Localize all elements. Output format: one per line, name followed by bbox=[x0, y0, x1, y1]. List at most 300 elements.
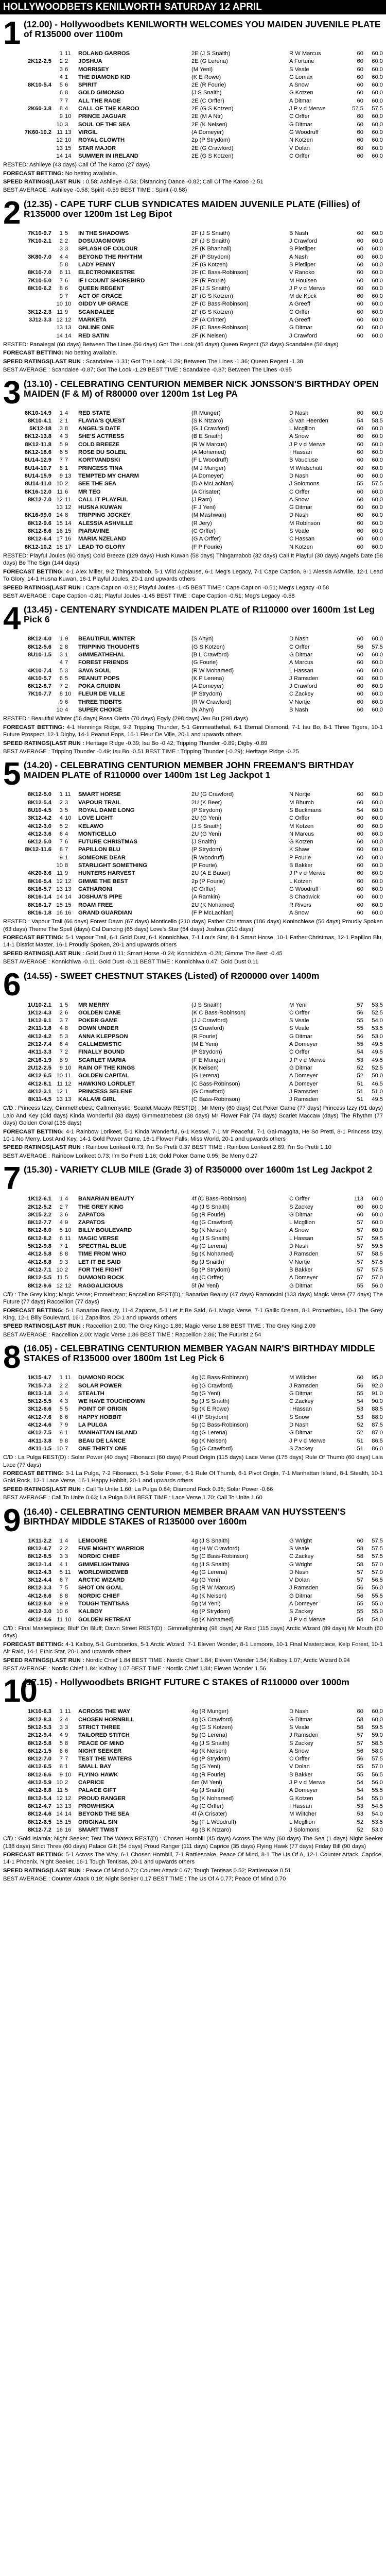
runner-horse: MARIA NZELAND bbox=[78, 536, 126, 543]
runner-horse: STAR MAJOR bbox=[78, 145, 116, 151]
runner-number: 12 bbox=[56, 878, 63, 885]
runner-rating: 60.0 bbox=[372, 894, 383, 901]
race-title: (12.35) - CAPE TURF CLUB SYNDICATES MAIDEN JUVENILE PLATE (Fillies) of R135000 over 1200m 1st Leg Bipot bbox=[24, 198, 360, 219]
runner-draw: 4 bbox=[65, 106, 68, 112]
runner-horse: JOSHUA'S PIPE bbox=[78, 894, 122, 901]
runner-horse: TEST THE WATERS bbox=[78, 1756, 132, 1762]
best-average: BEST AVERAGE : Konnichiwa -0.11; Gold Dust -0.11 BEST TIME : Konnichiwa 0.47; Gold Dust 0.11 bbox=[3, 959, 259, 965]
runner-weight: 60 bbox=[357, 441, 363, 448]
runner-trainer: C Orffer bbox=[289, 1049, 310, 1056]
runner-number: 16 bbox=[56, 528, 63, 535]
runner-horse: RAIN OF THE KINGS bbox=[78, 1064, 135, 1071]
runner-number: 2 bbox=[59, 1716, 63, 1723]
runner-trainer: J P v d Merwe bbox=[289, 1780, 326, 1786]
runner-form: 1K12-4.3 bbox=[27, 1009, 51, 1016]
runner-horse: ROSE DU SOLEIL bbox=[78, 449, 127, 456]
runner-draw: 10 bbox=[65, 1064, 72, 1071]
runner-number: 10 bbox=[56, 481, 63, 487]
runner-form: 8K16-1.4 bbox=[27, 894, 51, 901]
runner-draw: 10 bbox=[65, 301, 72, 308]
runner-jockey: 2E (G Crawford) bbox=[191, 145, 234, 151]
runner-trainer: K Shaw bbox=[289, 846, 309, 853]
runner-form: 1U10-2.1 bbox=[27, 1002, 51, 1008]
runner-draw: 1 bbox=[65, 465, 68, 471]
runner-draw: 9 bbox=[65, 1422, 68, 1429]
runner-row bbox=[3, 659, 383, 667]
runner-draw: 10 bbox=[65, 1771, 72, 1778]
runner-jockey: 5g (G Crawford) bbox=[191, 1445, 233, 1452]
runner-trainer: D Nash bbox=[289, 1243, 309, 1250]
runner-row bbox=[3, 838, 383, 846]
race-title: (16.40) - CELEBRATING CENTURION MEMBER BRAAM VAN HUYSSTEEN'S BIRTHDAY MIDDLE STAKES of R135000 over 1600m bbox=[24, 1506, 346, 1527]
runner-jockey: (R Jery) bbox=[191, 520, 212, 527]
runner-draw: 12 bbox=[65, 504, 72, 511]
runner-row bbox=[3, 1250, 383, 1258]
runner-rating: 54.5 bbox=[372, 1803, 383, 1809]
runner-weight: 60 bbox=[357, 894, 363, 901]
runner-form: 7K15-7.3 bbox=[27, 1382, 51, 1389]
runner-horse: KELAWO bbox=[78, 823, 104, 829]
runner-number: 2 bbox=[59, 1545, 63, 1552]
runner-weight: 60 bbox=[357, 909, 363, 916]
runner-weight: 54 bbox=[357, 1616, 363, 1623]
runner-draw: 16 bbox=[65, 1826, 72, 1833]
runner-trainer: C Zackey bbox=[289, 691, 314, 698]
runner-form: 8K13-1.8 bbox=[27, 1390, 51, 1397]
runner-number: 1 bbox=[59, 1537, 63, 1544]
runner-jockey: (R Fourie) bbox=[191, 1033, 218, 1040]
runner-horse: GOLD GIMONSO bbox=[78, 90, 125, 96]
runner-rating: 60.0 bbox=[372, 285, 383, 292]
runner-trainer: A Snow bbox=[289, 1748, 309, 1754]
forecast-betting bbox=[3, 724, 383, 739]
runner-rating: 60.0 bbox=[372, 870, 383, 877]
runner-trainer: I Hassan bbox=[289, 449, 312, 456]
runner-jockey: 2F (K Bhanhall) bbox=[191, 246, 232, 252]
runner-form: 8K12-6.5 bbox=[27, 1819, 51, 1825]
runner-row bbox=[3, 97, 383, 105]
runner-horse: SPIRIT bbox=[78, 82, 97, 89]
runner-weight: 60 bbox=[357, 707, 363, 714]
runner-trainer: G Ditmar bbox=[289, 1716, 312, 1723]
runner-jockey: 5g (C Bass-Robinson) bbox=[191, 1553, 249, 1560]
runner-horse: RAGGALICIOUS bbox=[78, 1282, 124, 1289]
runner-draw: 12 bbox=[65, 878, 72, 885]
runner-rating: 60.0 bbox=[372, 113, 383, 120]
runner-horse: COLD BREEZE bbox=[78, 441, 120, 448]
runner-draw: 6 bbox=[65, 1748, 68, 1754]
runner-weight: 54 bbox=[357, 1398, 363, 1405]
runner-jockey: 4g (C Orffer) bbox=[191, 1803, 224, 1809]
runner-trainer: M Houlsen bbox=[289, 277, 317, 284]
runner-rating: 55.0 bbox=[372, 1608, 383, 1615]
runner-row bbox=[3, 831, 383, 838]
runner-weight: 55 bbox=[357, 1764, 363, 1770]
runner-draw: 10 bbox=[65, 1227, 72, 1234]
runner-form: 8K12-6.6 bbox=[27, 1771, 51, 1778]
race-header bbox=[3, 601, 383, 637]
runner-number: 3 bbox=[59, 1553, 63, 1560]
runner-number: 9 bbox=[59, 1064, 63, 1071]
runner-jockey: 2U (G Yeni) bbox=[191, 831, 221, 837]
runner-jockey: (F J Yeni) bbox=[191, 504, 216, 511]
runner-weight: 55 bbox=[357, 1771, 363, 1778]
runner-row bbox=[3, 846, 383, 854]
runner-form: 2K12-2.5 bbox=[27, 58, 51, 65]
runner-row bbox=[3, 50, 383, 58]
runner-row bbox=[3, 1057, 383, 1064]
runner-number: 4 bbox=[59, 1732, 63, 1739]
runner-form: 7K10-7.7 bbox=[27, 691, 51, 698]
runner-row bbox=[3, 675, 383, 683]
runner-trainer: G Ditmar bbox=[289, 1211, 312, 1218]
runner-jockey: 2F (C Bass-Robinson) bbox=[191, 301, 249, 308]
runner-form: 4K12-4.6 bbox=[27, 1422, 51, 1429]
runner-jockey: (M J Munger) bbox=[191, 465, 226, 471]
runner-weight: 54 bbox=[357, 1780, 363, 1786]
races-container bbox=[0, 15, 386, 1883]
runner-trainer: A Greeff bbox=[289, 317, 310, 324]
runner-weight: 60 bbox=[357, 636, 363, 642]
runner-rating: 60.0 bbox=[372, 145, 383, 151]
runner-weight: 56 bbox=[357, 1592, 363, 1599]
runner-jockey: 2E (G S Kotzen) bbox=[191, 106, 234, 112]
runner-form: 7K60-10.2 bbox=[24, 129, 51, 135]
runner-draw: 4 bbox=[65, 1390, 68, 1397]
runner-form: 8K16-5.7 bbox=[27, 886, 51, 892]
runner-form: 4K12-4.6 bbox=[27, 1616, 51, 1623]
runner-jockey: 6g (K Nohamed) bbox=[191, 1616, 234, 1623]
runner-form: 4K11-3.3 bbox=[28, 1049, 51, 1056]
runner-number: 10 bbox=[56, 862, 63, 869]
runner-draw: 1 bbox=[65, 854, 68, 861]
runner-number: 2 bbox=[59, 58, 63, 65]
runner-trainer: A Domeyer bbox=[289, 1080, 318, 1087]
runner-rating: 60.0 bbox=[372, 504, 383, 511]
runner-draw: 1 bbox=[65, 1430, 68, 1436]
runner-weight: 60 bbox=[357, 1708, 363, 1715]
runner-number: 4 bbox=[59, 815, 63, 822]
runner-trainer: M Wiltcher bbox=[289, 1811, 317, 1818]
runner-weight: 56 bbox=[357, 1585, 363, 1591]
runner-number: 14 bbox=[56, 512, 63, 519]
runner-weight: 60 bbox=[357, 886, 363, 892]
runner-draw: 2 bbox=[65, 481, 68, 487]
runner-rating: 53.0 bbox=[372, 1826, 383, 1833]
runner-form: 7K10-9.7 bbox=[27, 230, 51, 236]
runner-draw: 4 bbox=[65, 253, 68, 260]
runner-weight: 58 bbox=[357, 1561, 363, 1568]
runner-horse: BEAU DE LANCE bbox=[78, 1437, 126, 1444]
runner-trainer: G Kotzen bbox=[289, 1795, 313, 1802]
forecast-betting bbox=[3, 1470, 383, 1485]
runner-trainer: S Buckmans bbox=[289, 807, 322, 814]
runner-draw: 1 bbox=[65, 417, 68, 424]
runner-weight: 60 bbox=[357, 121, 363, 128]
runner-jockey: 2E (M A Ntr) bbox=[191, 113, 223, 120]
runner-weight: 60 bbox=[357, 488, 363, 495]
runner-row bbox=[3, 1017, 383, 1025]
runner-rating: 60.0 bbox=[372, 909, 383, 916]
runner-rating: 60.0 bbox=[372, 457, 383, 464]
runner-trainer: I Hassan bbox=[289, 1803, 312, 1809]
runner-draw: 1 bbox=[65, 1243, 68, 1250]
runner-jockey: 5g (G Yeni) bbox=[191, 1390, 220, 1397]
forecast-label: FORECAST BETTING: bbox=[3, 1307, 66, 1314]
rested-note: C/D : Princess Izzy; Gimmethebest; Callmemystic; Scarlet Macaw REST(D) : Mr Merry (60 days) Get Poker Game (77 days) Princess Izzy (91 days) Lalo And Key (Old days) Kinda Wonderful (83 days) Gimmeathebest (38 days) Mr Flower Fair (74 days) Scarlet Maccaw (days) The Rhythm (77 days) Golden Coral (135 days) bbox=[3, 1105, 383, 1127]
runner-row bbox=[3, 1080, 383, 1088]
runner-row bbox=[3, 1537, 383, 1545]
runner-jockey: 5g (F L Woodruff) bbox=[191, 1819, 236, 1825]
runner-rating: 60.0 bbox=[372, 839, 383, 845]
runner-jockey: (G A Orffer) bbox=[191, 536, 221, 543]
runner-row bbox=[3, 1414, 383, 1421]
runner-jockey: 4g (J S Snaith) bbox=[191, 1235, 230, 1242]
runner-number: 1 bbox=[59, 791, 63, 798]
runner-weight: 60 bbox=[357, 152, 363, 159]
runner-row bbox=[3, 129, 383, 137]
runner-form bbox=[3, 324, 55, 332]
runner-rating: 57.5 bbox=[372, 106, 383, 112]
runner-rating: 46.5 bbox=[372, 1080, 383, 1087]
runner-form: 2K12-5.2 bbox=[27, 1204, 51, 1210]
race-number: 6 bbox=[3, 967, 20, 1003]
runner-jockey: (K C Bass-Robinson) bbox=[191, 1009, 246, 1016]
runner-trainer: J Crawford bbox=[289, 238, 318, 245]
runner-row bbox=[3, 1002, 383, 1009]
speed-text: Rainbow Lorikeet 0.73; I'm So Pretti 0.37 BEST TIME : Rainbow Lorikeet 2.69; I'm So Pretti 1.10 bbox=[85, 1144, 331, 1151]
runner-horse: HAPPY HOBBIT bbox=[78, 1414, 122, 1420]
runner-rating: 60.0 bbox=[372, 129, 383, 135]
runner-number: 11 bbox=[57, 309, 63, 315]
race-header bbox=[3, 1340, 383, 1376]
runner-trainer: J Ramsden bbox=[289, 1382, 319, 1389]
race-number: 8 bbox=[3, 1340, 20, 1376]
runner-trainer: R Rivers bbox=[289, 902, 311, 908]
runner-horse: MANHATTAN ISLAND bbox=[78, 1430, 137, 1436]
runner-draw: 1 bbox=[65, 1088, 68, 1095]
runner-number: 9 bbox=[59, 113, 63, 120]
runner-row bbox=[3, 823, 383, 831]
runner-rating: 49.5 bbox=[372, 1049, 383, 1056]
runner-form: 8K12-4.6 bbox=[27, 1811, 51, 1818]
runner-horse: LA PULGA bbox=[78, 1422, 108, 1429]
runner-horse: LADY PENNY bbox=[78, 261, 115, 268]
runner-number: 12 bbox=[56, 137, 63, 144]
runner-horse: FOR THE FIGHT bbox=[78, 1266, 122, 1273]
runner-number: 3 bbox=[59, 1211, 63, 1218]
runner-row bbox=[3, 1445, 383, 1453]
runner-jockey: 2F (J S Snaith) bbox=[191, 230, 230, 236]
runner-draw: 7 bbox=[65, 846, 68, 853]
runner-weight: 60 bbox=[357, 66, 363, 73]
runner-number: 5 bbox=[59, 1569, 63, 1575]
runner-trainer: G Ditmar bbox=[289, 1064, 312, 1071]
runner-number: 9 bbox=[59, 1601, 63, 1607]
runner-form: 8K12-7.7 bbox=[27, 1219, 51, 1226]
runner-row bbox=[3, 1732, 383, 1739]
forecast-text: 5-1 Banarian Beauty, 11-4 Zapatos, 5-1 Let It Be Said, 6-1 Magic Verse, 7-1 Gallic Dream, 8-1 Promethieu, 10-1 The Grey King, 12-1 Billy Boulevard, 16-1 Zapallitos, 20-1 and upwards others bbox=[3, 1307, 383, 1321]
runner-form: 7K10-2.1 bbox=[27, 238, 51, 245]
runner-horse: TRIPPING THOUGHTS bbox=[78, 643, 139, 650]
runner-trainer: G Ditmar bbox=[289, 325, 312, 331]
runner-row bbox=[3, 417, 383, 425]
runner-horse: KALAMI GIRL bbox=[78, 1096, 116, 1103]
speed-label: SPEED RATINGS(LAST RUN : bbox=[3, 178, 86, 185]
runner-weight: 60 bbox=[357, 791, 363, 798]
runner-trainer: M de Kock bbox=[289, 293, 317, 300]
runner-form: 8U10-1.5 bbox=[27, 651, 51, 658]
runner-jockey: 4g (G Lerena) bbox=[191, 1430, 227, 1436]
runner-number: 7 bbox=[59, 1585, 63, 1591]
runner-form bbox=[3, 293, 55, 300]
runner-trainer: G Ditmar bbox=[289, 121, 312, 128]
runner-row bbox=[3, 1437, 383, 1445]
runner-horse: SPLASH OF COLOUR bbox=[78, 246, 138, 252]
runner-weight: 60 bbox=[357, 683, 363, 690]
runner-draw: 3 bbox=[65, 1724, 68, 1731]
runner-rating: 60.0 bbox=[372, 699, 383, 705]
runner-jockey: 2E (C Orffer) bbox=[191, 97, 224, 104]
runner-weight: 58 bbox=[357, 1724, 363, 1731]
runner-jockey: 2E (G Lerena) bbox=[191, 58, 228, 65]
best-average: BEST AVERAGE : Cape Caption -0.81; Playful Joules -1.45 BEST TIME : Cape Caption -0.51; Meg's Legacy -0.58 bbox=[3, 592, 295, 599]
runner-draw: 4 bbox=[65, 707, 68, 714]
runner-horse: GOLDEN CAPITAL bbox=[78, 1073, 129, 1079]
runner-weight: 57 bbox=[357, 1577, 363, 1584]
runner-trainer: L Mcgllion bbox=[289, 1819, 315, 1825]
runner-row bbox=[3, 1235, 383, 1243]
runner-row bbox=[3, 1716, 383, 1724]
runner-number: 11 bbox=[57, 1787, 63, 1794]
runner-number: 7 bbox=[59, 457, 63, 464]
runner-horse: GOLDEN CANE bbox=[78, 1009, 121, 1016]
forecast-betting bbox=[3, 568, 383, 583]
runner-form: 4K10-5.7 bbox=[27, 675, 51, 682]
runner-number: 8 bbox=[59, 1592, 63, 1599]
runner-weight: 58 bbox=[357, 1545, 363, 1552]
runner-number: 7 bbox=[59, 839, 63, 845]
runner-draw: 3 bbox=[65, 246, 68, 252]
runner-form: 8K12-4.0 bbox=[27, 636, 51, 642]
runner-weight: 60 bbox=[357, 50, 363, 57]
runner-jockey: 6g (G Crawford) bbox=[191, 1382, 233, 1389]
runner-draw: 7 bbox=[65, 293, 68, 300]
runner-jockey: (A Domeyer) bbox=[191, 129, 224, 135]
runner-horse: FIVE MIGHTY WARRIOR bbox=[78, 1545, 145, 1552]
runner-weight: 54 bbox=[357, 1049, 363, 1056]
runner-rating: 86.5 bbox=[372, 1437, 383, 1444]
runner-form: 8K12-11.8 bbox=[25, 441, 51, 448]
race-title: (13.45) - CENTENARY SYNDICATE MAIDEN PLATE of R110000 over 1600m 1st Leg Pick 6 bbox=[24, 604, 375, 625]
runner-rating: 60.0 bbox=[372, 325, 383, 331]
runner-trainer: G Woodruff bbox=[289, 886, 319, 892]
runner-row bbox=[3, 683, 383, 690]
speed-ratings bbox=[3, 1657, 383, 1664]
runner-number: 11 bbox=[57, 488, 63, 495]
runner-draw: 7 bbox=[65, 1445, 68, 1452]
runner-jockey: 4g (R Munger) bbox=[191, 1708, 229, 1715]
runner-jockey: (G J Crawford) bbox=[191, 426, 230, 432]
runner-row bbox=[3, 1096, 383, 1104]
forecast-label: FORECAST BETTING: bbox=[3, 568, 66, 575]
runner-rating: 60.0 bbox=[372, 902, 383, 908]
runner-number: 8 bbox=[59, 691, 63, 698]
runner-horse: RED STATE bbox=[78, 410, 110, 416]
runner-weight: 57 bbox=[357, 1259, 363, 1265]
runner-draw: 2 bbox=[65, 683, 68, 690]
runner-number: 8 bbox=[59, 1430, 63, 1436]
runner-number: 12 bbox=[56, 1795, 63, 1802]
runner-weight: 56 bbox=[357, 1033, 363, 1040]
best-average: BEST AVERAGE : Nordic Chief 1.84; Kalboy 1.07 BEST TIME : Nordic Chief 1.84; Eleven Wonder 1.56 bbox=[3, 1665, 266, 1672]
runner-horse: VAPOUR TRAIL bbox=[78, 799, 121, 806]
runner-draw: 1 bbox=[65, 1764, 68, 1770]
forecast-label: FORECAST BETTING: bbox=[3, 1641, 66, 1648]
runner-trainer: C Hassan bbox=[289, 536, 315, 543]
runner-horse: POINT OF ORIGIN bbox=[78, 1406, 128, 1413]
runner-trainer: C Orffer bbox=[289, 815, 310, 822]
runner-form: 5K12-5.5 bbox=[27, 1398, 51, 1405]
runner-trainer: L Mcgllion bbox=[289, 1219, 315, 1226]
runner-horse: BEYOND THE RHYTHM bbox=[78, 253, 143, 260]
runner-jockey: 2F (P Strydom) bbox=[191, 253, 231, 260]
runner-draw: 6 bbox=[65, 488, 68, 495]
runner-draw: 17 bbox=[65, 544, 72, 550]
runner-jockey: 2F (R Fourie) bbox=[191, 277, 226, 284]
runner-rating: 60.0 bbox=[372, 831, 383, 837]
runner-horse: MONTICELLO bbox=[78, 831, 116, 837]
runner-weight: 60 bbox=[357, 449, 363, 456]
runner-form: 6K12-8.2 bbox=[27, 1235, 51, 1242]
runner-number: 5 bbox=[59, 1033, 63, 1040]
runner-form: 1K12-9.1 bbox=[27, 1018, 51, 1024]
runner-trainer: G Ditmar bbox=[289, 504, 312, 511]
runner-row bbox=[3, 1740, 383, 1748]
runner-trainer: C Orffer bbox=[289, 1756, 310, 1762]
runner-number: 6 bbox=[59, 1748, 63, 1754]
runner-jockey: 4f (C Bass-Robinson) bbox=[191, 1196, 247, 1202]
runner-row bbox=[3, 1374, 383, 1382]
runner-draw: 3 bbox=[65, 1259, 68, 1265]
runner-trainer: D Nash bbox=[289, 1708, 309, 1715]
runner-draw: 8 bbox=[65, 643, 68, 650]
runner-row bbox=[3, 152, 383, 160]
runner-number: 9 bbox=[59, 699, 63, 705]
runner-draw: 10 bbox=[65, 113, 72, 120]
runner-draw: 11 bbox=[65, 1235, 71, 1242]
runner-draw: 6 bbox=[65, 1414, 68, 1420]
runner-number: 1 bbox=[59, 1375, 63, 1381]
runner-form: 2K12-7.4 bbox=[27, 1041, 51, 1048]
runner-form: 8K12-8.5 bbox=[27, 1553, 51, 1560]
runner-trainer: S Chadwick bbox=[289, 894, 320, 901]
runner-rating: 60.0 bbox=[372, 520, 383, 527]
runner-row bbox=[3, 690, 383, 698]
runner-rating: 53.0 bbox=[372, 1033, 383, 1040]
runner-horse: BANARIAN BEAUTY bbox=[78, 1196, 134, 1202]
runner-horse: ROYAL CLOWTH bbox=[78, 137, 125, 144]
runner-form bbox=[3, 332, 55, 340]
runner-row bbox=[3, 1195, 383, 1203]
runner-jockey: (J S Snaith) bbox=[191, 823, 222, 829]
runner-number: 5 bbox=[59, 82, 63, 89]
runner-row bbox=[3, 1616, 383, 1624]
runner-number: 1 bbox=[59, 1196, 63, 1202]
runner-horse: STARLIGHT SOMETHING bbox=[78, 862, 148, 869]
runner-number: 6 bbox=[59, 1577, 63, 1584]
runner-trainer: N Marcus bbox=[289, 831, 314, 837]
